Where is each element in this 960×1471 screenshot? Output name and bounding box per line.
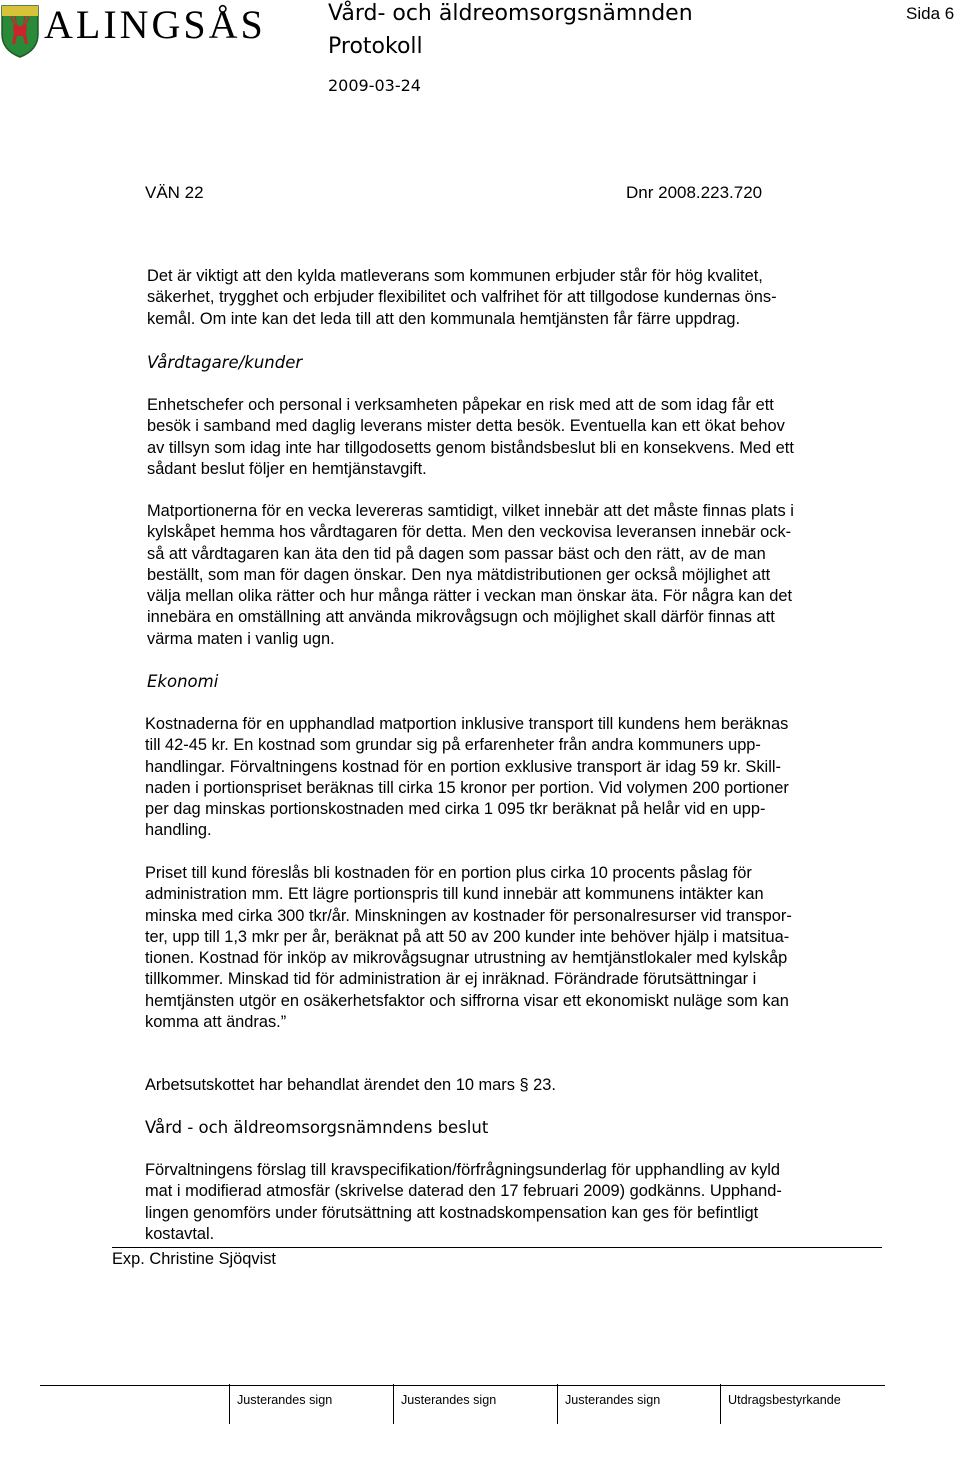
- certification-box: Utdragsbestyrkande: [728, 1393, 841, 1407]
- expedition-rule: [112, 1247, 882, 1248]
- text-line: kemål. Om inte kan det leda till att den kommunala hemtjänsten får färre uppdrag.: [147, 309, 741, 328]
- text-line: komma att ändras.”: [145, 1013, 287, 1032]
- signature-divider: [720, 1384, 721, 1424]
- text-line: besök i samband med daglig leverans mister detta besök. Eventuella kan ett ökat behov: [147, 417, 785, 436]
- text-line: sådant beslut följer en hemtjänstavgift.: [147, 459, 427, 478]
- text-line: säkerhet, trygghet och erbjuder flexibilitet och valfrihet för att tillgodose kundernas öns-: [147, 288, 777, 307]
- document-type: Protokoll: [328, 34, 423, 59]
- text-line: till 42-45 kr. En kostnad som grundar sig på erfarenheter från andra kommuners upp-: [145, 736, 761, 755]
- paragraph-costs: [145, 714, 885, 842]
- text-line: administration mm. Ett lägre portionspris till kund innebär att kommunens intäkter kan: [145, 885, 764, 904]
- signature-divider: [393, 1384, 394, 1424]
- text-line: Enhetschefer och personal i verksamheten påpekar en risk med att de som idag får ett: [147, 396, 774, 414]
- signature-row: [0, 1384, 960, 1424]
- text-line: Det är viktigt att den kylda matleverans som kommunen erbjuder står för hög kvalitet,: [147, 267, 763, 285]
- signature-divider: [557, 1384, 558, 1424]
- heading-vardtagare: Vårdtagare/kunder: [147, 353, 303, 372]
- diary-number: Dnr 2008.223.720: [626, 183, 763, 202]
- expedition: [112, 1249, 852, 1270]
- text-line: mat i modifierad atmosfär (skrivelse daterad den 17 februari 2009) godkänns. Upphand-: [145, 1182, 782, 1201]
- text-line: Kostnaderna för en upphandlad matportion inklusive transport till kundens hem beräknas: [145, 715, 789, 733]
- text-line: minska med cirka 300 tkr/år. Minskningen av kostnader för personalresurser vid transpor-: [145, 906, 792, 925]
- paragraph-price: [145, 863, 885, 1033]
- text-line: kostavtal.: [145, 1224, 215, 1243]
- signature-divider: [229, 1384, 230, 1424]
- coat-of-arms-icon: [0, 4, 40, 58]
- text-line: Arbetsutskottet har behandlat ärendet den 10 mars § 23.: [145, 1076, 556, 1094]
- heading-ekonomi: Ekonomi: [147, 672, 219, 691]
- heading-decision: Vård - och äldreomsorgsnämndens beslut: [145, 1118, 489, 1137]
- paragraph-visits: [147, 395, 887, 480]
- page-number: Sida 6: [906, 4, 955, 23]
- document-date: 2009-03-24: [328, 76, 421, 95]
- paragraph-portions: [147, 501, 887, 650]
- text-line: så att vårdtagaren kan äta den tid på dagen som passar bäst och den rätt, av de man: [147, 544, 766, 563]
- text-line: ter, upp till 1,3 mkr per år, beräknat på att 50 av 200 kunder inte behöver hjälp i matsitua-: [145, 927, 790, 946]
- text-line: Priset till kund föreslås bli kostnaden för en portion plus cirka 10 procents påslag för: [145, 864, 752, 882]
- text-line: välja mellan olika rätter och hur många rätter i veckan man önskar äta. För några kan det: [147, 587, 793, 606]
- text-line: naden i portionspriset beräknas till cirka 15 kronor per portion. Vid volymen 200 portioner: [145, 778, 789, 797]
- text-line: Matportionerna för en vecka levereras samtidigt, vilket innebär att det måste finnas plats i: [147, 502, 794, 520]
- organization-name: Vård- och äldreomsorgsnämnden: [328, 1, 693, 26]
- text-line: tillkommer. Minskad tid för administration är ej inräknad. Förändrade förutsättningar i: [145, 970, 757, 989]
- signature-box-1: Justerandes sign: [237, 1393, 333, 1407]
- text-line: kylskåpet hemma hos vårdtagaren för detta. Men den veckovisa leveransen innebär ock-: [147, 523, 792, 542]
- text-line: per dag minskas portionskostnaden med cirka 1 095 tkr beräknat på helår vid en upp-: [145, 800, 766, 819]
- municipality-logo: [0, 0, 300, 62]
- paragraph-committee: [145, 1075, 885, 1096]
- text-line: av tillsyn som idag inte har tillgodosetts genom biståndsbeslut bli en konsekvens. Med ett: [147, 438, 794, 457]
- text-line: beställt, som man för dagen önskar. Den nya mätdistributionen ger också möjlighet att: [147, 565, 771, 584]
- text-line: hemtjänsten utgör en osäkerhetsfaktor och siffrorna visar ett ekonomiskt nuläge som kan: [145, 991, 789, 1010]
- text-line: värma maten i vanlig ugn.: [147, 629, 335, 648]
- signature-box-3: Justerandes sign: [565, 1393, 661, 1407]
- text-line: lingen genomförs under förutsättning att kostnadskompensation kan ges för befintligt: [145, 1203, 759, 1222]
- paragraph-decision: [145, 1160, 885, 1245]
- text-line: Exp. Christine Sjöqvist: [112, 1250, 276, 1268]
- text-line: handling.: [145, 821, 212, 840]
- text-line: tionen. Kostnad för inköp av mikrovågsugnar utrustning av hemtjänstlokaler med kylskåp: [145, 949, 788, 968]
- paragraph-quality: [147, 266, 887, 330]
- text-line: handlingar. Förvaltningens kostnad för en portion exklusive transport är idag 59 kr. Skill-: [145, 757, 781, 776]
- section-number: VÄN 22: [145, 183, 204, 202]
- logo-wordmark: ALINGSÅS: [44, 2, 266, 47]
- text-line: innebära en omställning att använda mikrovågsugn och möjlighet skall därför finnas att: [147, 608, 775, 627]
- signature-box-2: Justerandes sign: [401, 1393, 497, 1407]
- text-line: Förvaltningens förslag till kravspecifikation/förfrågningsunderlag för upphandling av kyld: [145, 1161, 781, 1179]
